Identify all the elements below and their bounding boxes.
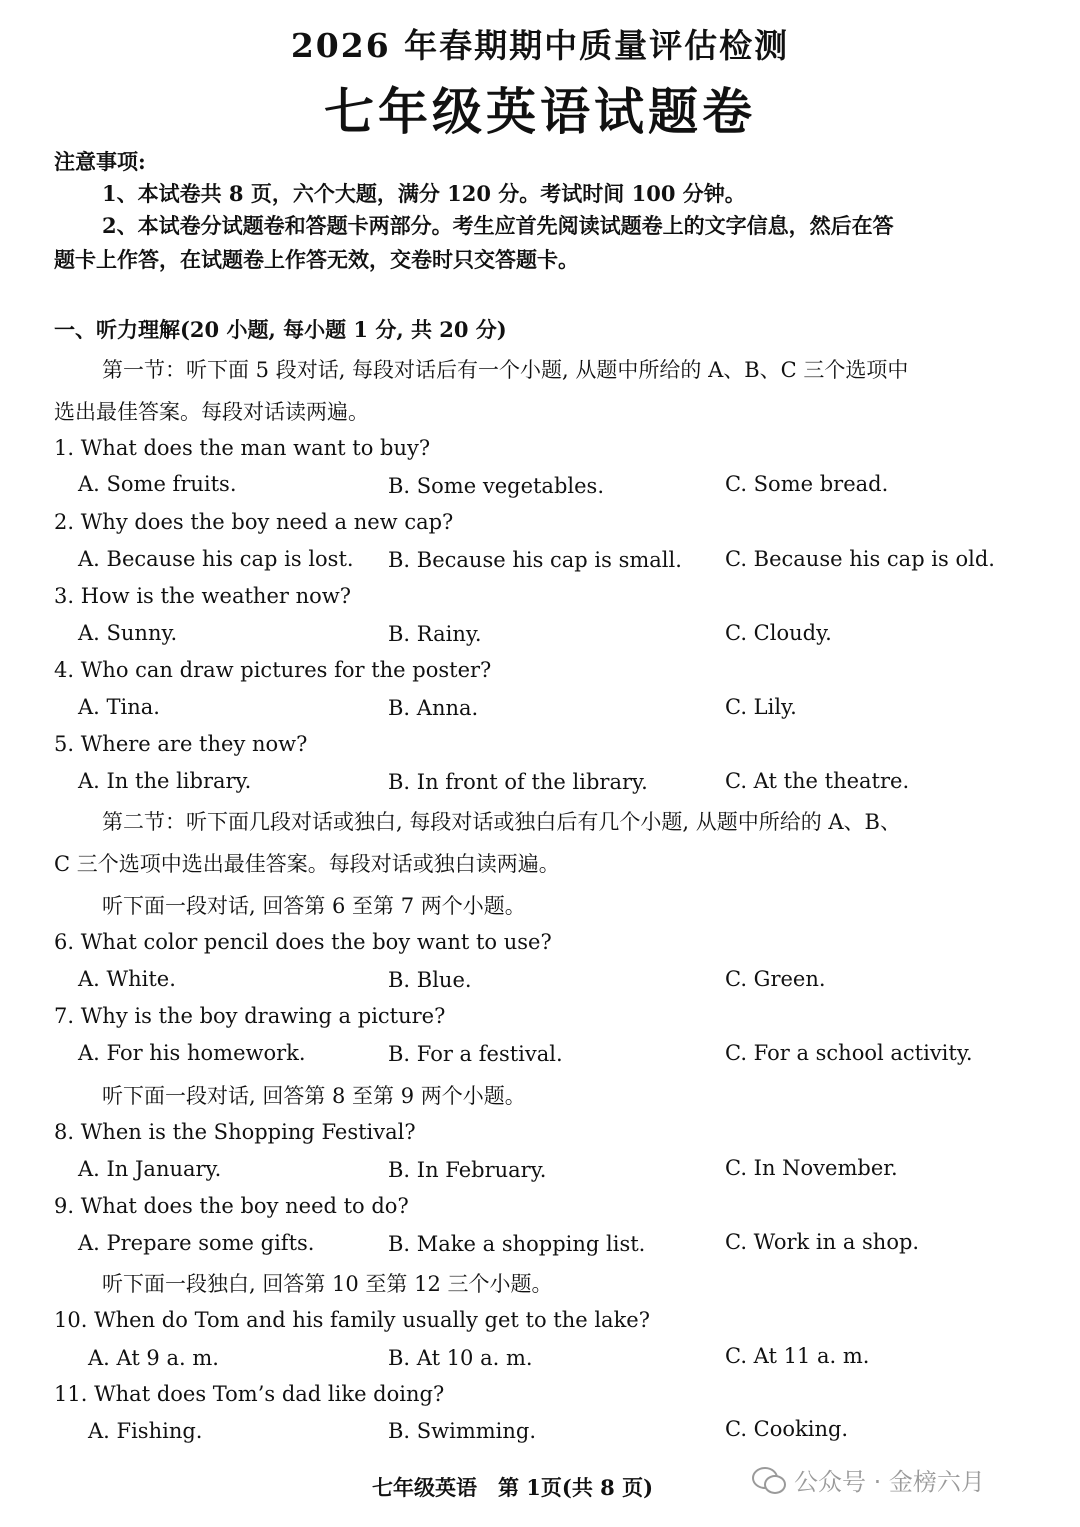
wechat-icon xyxy=(752,1465,786,1495)
question-1-option-c: C. Some bread. xyxy=(725,472,889,496)
question-4: 4. Who can draw pictures for the poster? xyxy=(54,658,492,682)
question-6-option-c: C. Green. xyxy=(725,967,826,991)
question-3-option-b: B. Rainy. xyxy=(388,622,482,646)
question-4-option-c: C. Lily. xyxy=(725,695,797,719)
question-8: 8. When is the Shopping Festival? xyxy=(54,1120,416,1144)
part2-instruction-line1: 第二节：听下面几段对话或独白, 每段对话或独白后有几个小题, 从题中所给的 A、B、 xyxy=(102,810,901,834)
question-5-option-a: A. In the library. xyxy=(78,769,252,793)
question-9-option-a: A. Prepare some gifts. xyxy=(78,1231,315,1255)
part2-instruction-line2: C 三个选项中选出最佳答案。每段对话或独白读两遍。 xyxy=(54,852,560,876)
question-10-option-c: C. At 11 a. m. xyxy=(725,1344,870,1368)
question-10-option-a: A. At 9 a. m. xyxy=(88,1346,219,1370)
question-3-option-c: C. Cloudy. xyxy=(725,621,832,645)
notice-heading: 注意事项: xyxy=(54,149,146,174)
question-2-option-a: A. Because his cap is lost. xyxy=(78,547,354,571)
question-1-option-b: B. Some vegetables. xyxy=(388,474,604,498)
question-6-option-a: A. White. xyxy=(78,967,176,991)
question-8-option-c: C. In November. xyxy=(725,1156,898,1180)
part1-instruction-line1: 第一节：听下面 5 段对话, 每段对话后有一个小题, 从题中所给的 A、B、C 三个选项中 xyxy=(102,358,909,382)
question-5-option-b: B. In front of the library. xyxy=(388,770,648,794)
question-5: 5. Where are they now? xyxy=(54,732,308,756)
question-2-option-b: B. Because his cap is small. xyxy=(388,548,682,572)
question-10: 10. When do Tom and his family usually get to the lake? xyxy=(54,1308,650,1332)
notice-item-1: 1、本试卷共 8 页，六个大题，满分 120 分。考试时间 100 分钟。 xyxy=(102,181,746,206)
watermark xyxy=(752,1462,985,1497)
question-2: 2. Why does the boy need a new cap? xyxy=(54,510,454,534)
question-11: 11. What does Tom’s dad like doing? xyxy=(54,1382,445,1406)
question-1: 1. What does the man want to buy? xyxy=(54,436,431,460)
question-5-option-c: C. At the theatre. xyxy=(725,769,910,793)
question-8-option-a: A. In January. xyxy=(78,1157,222,1181)
question-2-option-c: C. Because his cap is old. xyxy=(725,547,995,571)
page-footer: 七年级英语 第 1页(共 8 页) xyxy=(372,1475,654,1500)
watermark-text: 公众号 · 金榜六月 xyxy=(794,1468,985,1496)
instruction-q8-q9: 听下面一段对话, 回答第 8 至第 9 两个小题。 xyxy=(102,1084,526,1108)
exam-title-line1: 2026 年春期期中质量评估检测 xyxy=(290,26,790,65)
question-11-option-c: C. Cooking. xyxy=(725,1417,849,1441)
question-11-option-b: B. Swimming. xyxy=(388,1419,537,1443)
question-11-option-a: A. Fishing. xyxy=(88,1419,203,1443)
question-6-option-b: B. Blue. xyxy=(388,968,472,992)
part1-instruction-line2: 选出最佳答案。每段对话读两遍。 xyxy=(54,400,369,424)
notice-item-2-line1: 2、本试卷分试题卷和答题卡两部分。考生应首先阅读试题卷上的文字信息，然后在答 xyxy=(102,213,894,238)
question-9-option-b: B. Make a shopping list. xyxy=(388,1232,646,1256)
question-3-option-a: A. Sunny. xyxy=(78,621,178,645)
question-4-option-a: A. Tina. xyxy=(78,695,160,719)
question-4-option-b: B. Anna. xyxy=(388,696,479,720)
question-3: 3. How is the weather now? xyxy=(54,584,351,608)
question-7: 7. Why is the boy drawing a picture? xyxy=(54,1004,446,1028)
notice-item-2-line2: 题卡上作答，在试题卷上作答无效，交卷时只交答题卡。 xyxy=(54,247,579,272)
instruction-q6-q7: 听下面一段对话, 回答第 6 至第 7 两个小题。 xyxy=(102,894,526,918)
section1-heading: 一、听力理解(20 小题, 每小题 1 分, 共 20 分) xyxy=(54,317,507,342)
question-8-option-b: B. In February. xyxy=(388,1158,547,1182)
question-6: 6. What color pencil does the boy want to use? xyxy=(54,930,552,954)
question-9-option-c: C. Work in a shop. xyxy=(725,1230,920,1254)
question-7-option-b: B. For a festival. xyxy=(388,1042,563,1066)
question-9: 9. What does the boy need to do? xyxy=(54,1194,409,1218)
question-7-option-a: A. For his homework. xyxy=(78,1041,306,1065)
exam-title-line2: 七年级英语试题卷 xyxy=(324,82,756,141)
question-1-option-a: A. Some fruits. xyxy=(78,472,237,496)
question-7-option-c: C. For a school activity. xyxy=(725,1041,973,1065)
instruction-q10-q12: 听下面一段独白, 回答第 10 至第 12 三个小题。 xyxy=(102,1272,553,1296)
question-10-option-b: B. At 10 a. m. xyxy=(388,1346,533,1370)
